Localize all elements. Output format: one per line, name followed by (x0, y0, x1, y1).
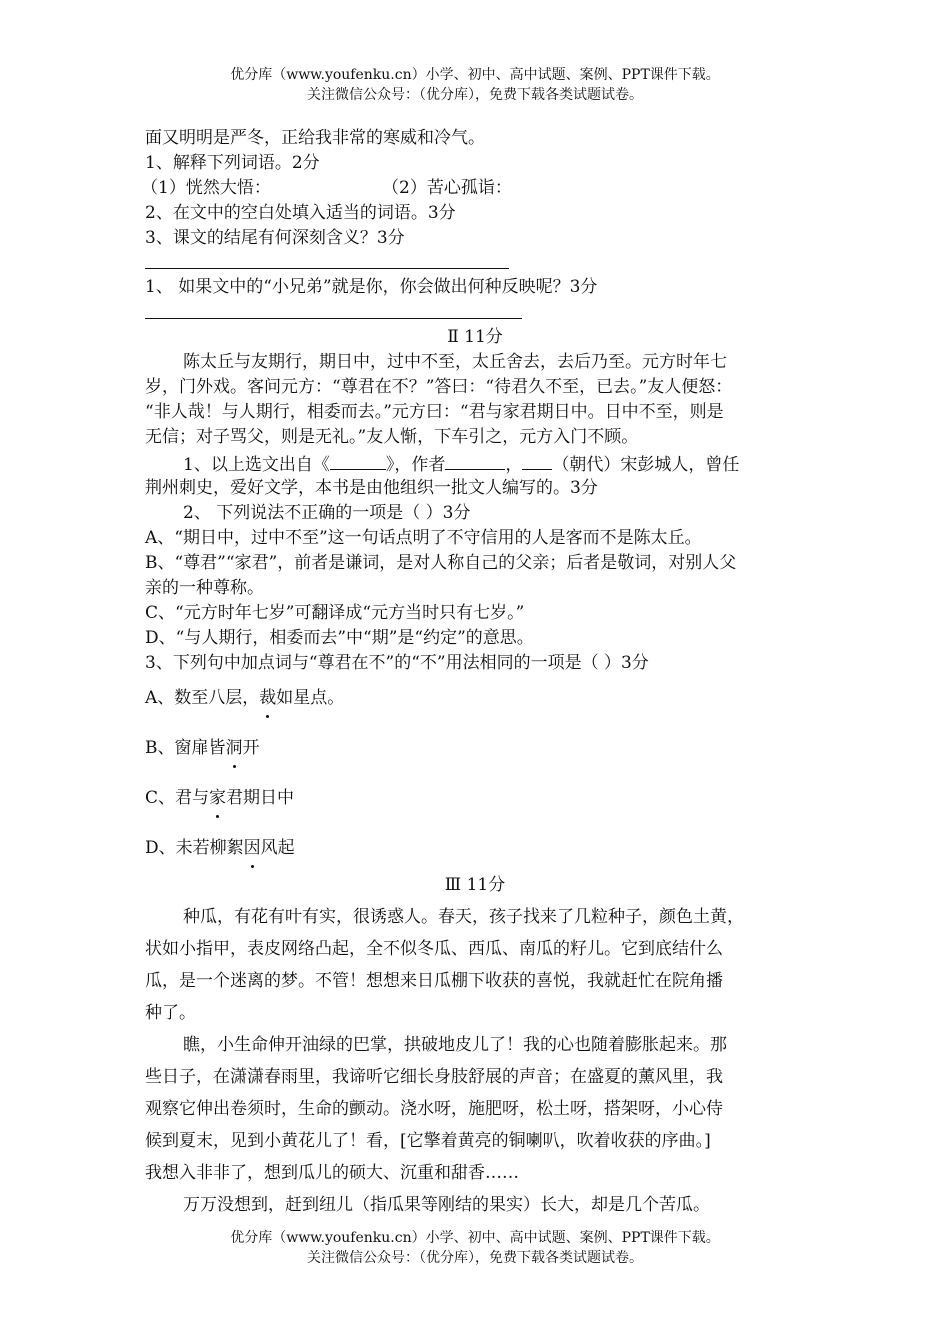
essay-line: 万万没想到，赶到纽儿（指瓜果等刚结的果实）长大，却是几个苦瓜。 (183, 1195, 710, 1215)
question-text: ， (505, 455, 523, 475)
option-text: A、数至八层， (145, 688, 260, 708)
essay-line: 我想入非非了，想到瓜儿的硕大、沉重和甜香…… (145, 1163, 519, 1183)
author-blank[interactable] (445, 451, 505, 470)
section-2-question-3: 3、下列句中加点词与“尊君在不”的“不”用法相同的一项是（ ）3分 (145, 653, 649, 673)
question-3-option-b (145, 736, 813, 760)
essay-line: 瞧，小生命伸开油绿的巴掌，拱破地皮儿了！我的心也随着膨胀起来。那 (183, 1035, 727, 1055)
page-footer-line-2: 关注微信公众号：（优分库），免费下载各类试题试卷。 (307, 1250, 643, 1266)
dotted-character: 因 (243, 838, 261, 858)
question-3-option-c (145, 786, 813, 810)
essay-line: 观察它伸出卷须时，生命的颤动。浇水呀，施肥呀，松土呀，搭架呀，小心侍 (145, 1099, 723, 1119)
question-3-option-d (145, 836, 813, 860)
answer-line-2 (145, 318, 522, 319)
classical-passage-line: 岁，门外戏。客问元方：“尊君在不？”答曰：“待君久不至，已去。”友人便怒： (145, 377, 733, 397)
essay-line: 瓜，是一个迷离的梦。不管！想想来日瓜棚下收获的喜悦，我就赶忙在院角播 (145, 971, 723, 991)
option-c: C、“元方时年七岁”可翻译成“元方当时只有七岁。” (145, 603, 525, 623)
section-2-question-2: 2、 下列说法不正确的一项是（ ）3分 (183, 503, 471, 523)
section-2-question-1-continued: 荆州刺史，爱好文学，本书是由他组织一批文人编写的。3分 (145, 478, 598, 498)
answer-line-1 (145, 268, 509, 269)
essay-line: 候到夏末，见到小黄花儿了！看，[它擎着黄亮的铜喇叭，吹着收获的序曲。] (145, 1131, 711, 1151)
page-footer-line-1: 优分库（www.youfenku.cn）小学、初中、高中试题、案例、PPT课件下载。 (230, 1230, 720, 1246)
essay-line: 种瓜，有花有叶有实，很诱惑人。春天，孩子找来了几粒种子，颜色土黄， (183, 907, 744, 927)
option-d: D、“与人期行，相委而去”中“期”是“约定”的意思。 (145, 628, 534, 648)
option-a: A、“期日中，过中不至”这一句话点明了不守信用的人是客而不是陈太丘。 (145, 528, 702, 548)
dotted-character: 裁 (259, 688, 277, 708)
question-text: （朝代）宋彭城人，曾任 (552, 455, 740, 475)
section-3-heading: Ⅲ 11分 (444, 875, 506, 895)
option-b-continued: 亲的一种尊称。 (145, 578, 264, 598)
question-text: 1、以上选文出自《 (183, 455, 330, 475)
option-text: D、未若柳絮 (145, 838, 244, 858)
option-text: 如星点。 (276, 688, 345, 708)
question-1: 1、解释下列词语。2分 (145, 153, 320, 173)
dynasty-blank[interactable] (522, 451, 552, 470)
option-b: B、“尊君”“家君”，前者是谦词，是对人称自己的父亲；后者是敬词，对别人父 (145, 553, 737, 573)
question-1-item-a: （1）恍然大悟： (141, 178, 271, 198)
essay-line: 状如小指甲，表皮网络凸起，全不似冬瓜、西瓜、南瓜的籽儿。它到底结什么 (145, 939, 723, 959)
classical-passage-line: 陈太丘与友期行，期日中，过中不至，太丘舍去，去后乃至。元方时年七 (183, 352, 727, 372)
book-title-blank[interactable] (330, 451, 386, 470)
option-text: 风起 (260, 838, 295, 858)
page-header-line-1: 优分库（www.youfenku.cn）小学、初中、高中试题、案例、PPT课件下载。 (230, 67, 720, 83)
classical-passage-line: 无信；对子骂父，则是无礼。”友人惭，下车引之，元方入门不顾。 (145, 427, 639, 447)
page-header-line-2: 关注微信公众号：（优分库），免费下载各类试题试卷。 (307, 87, 643, 103)
question-4: 1、 如果文中的“小兄弟”就是你，你会做出何种反映呢？3分 (145, 277, 598, 297)
classical-passage-line: “非人哉！与人期行，相委而去。”元方曰：“君与家君期日中。日中不至，则是 (145, 402, 724, 422)
question-text: 》，作者 (385, 455, 446, 475)
dotted-character: 家 (209, 788, 227, 808)
essay-line: 种了。 (145, 1003, 196, 1023)
option-text: 君期日中 (226, 788, 295, 808)
question-2: 2、在文中的空白处填入适当的词语。3分 (145, 203, 456, 223)
section-2-question-1 (183, 451, 813, 477)
dotted-character: 洞 (225, 738, 243, 758)
question-1-item-b: （2）苦心孤诣： (382, 178, 512, 198)
option-text: B、窗扉皆 (145, 738, 226, 758)
question-3: 3、课文的结尾有何深刻含义？3分 (145, 228, 405, 248)
option-text: C、君与 (145, 788, 210, 808)
passage-end-line: 面又明明是严冬，正给我非常的寒威和冷气。 (145, 128, 485, 148)
option-text: 开 (242, 738, 260, 758)
essay-line: 些日子，在潇潇春雨里，我谛听它细长身肢舒展的声音；在盛夏的薰风里，我 (145, 1067, 723, 1087)
question-3-option-a (145, 686, 813, 710)
section-2-heading: Ⅱ 11分 (447, 327, 503, 347)
